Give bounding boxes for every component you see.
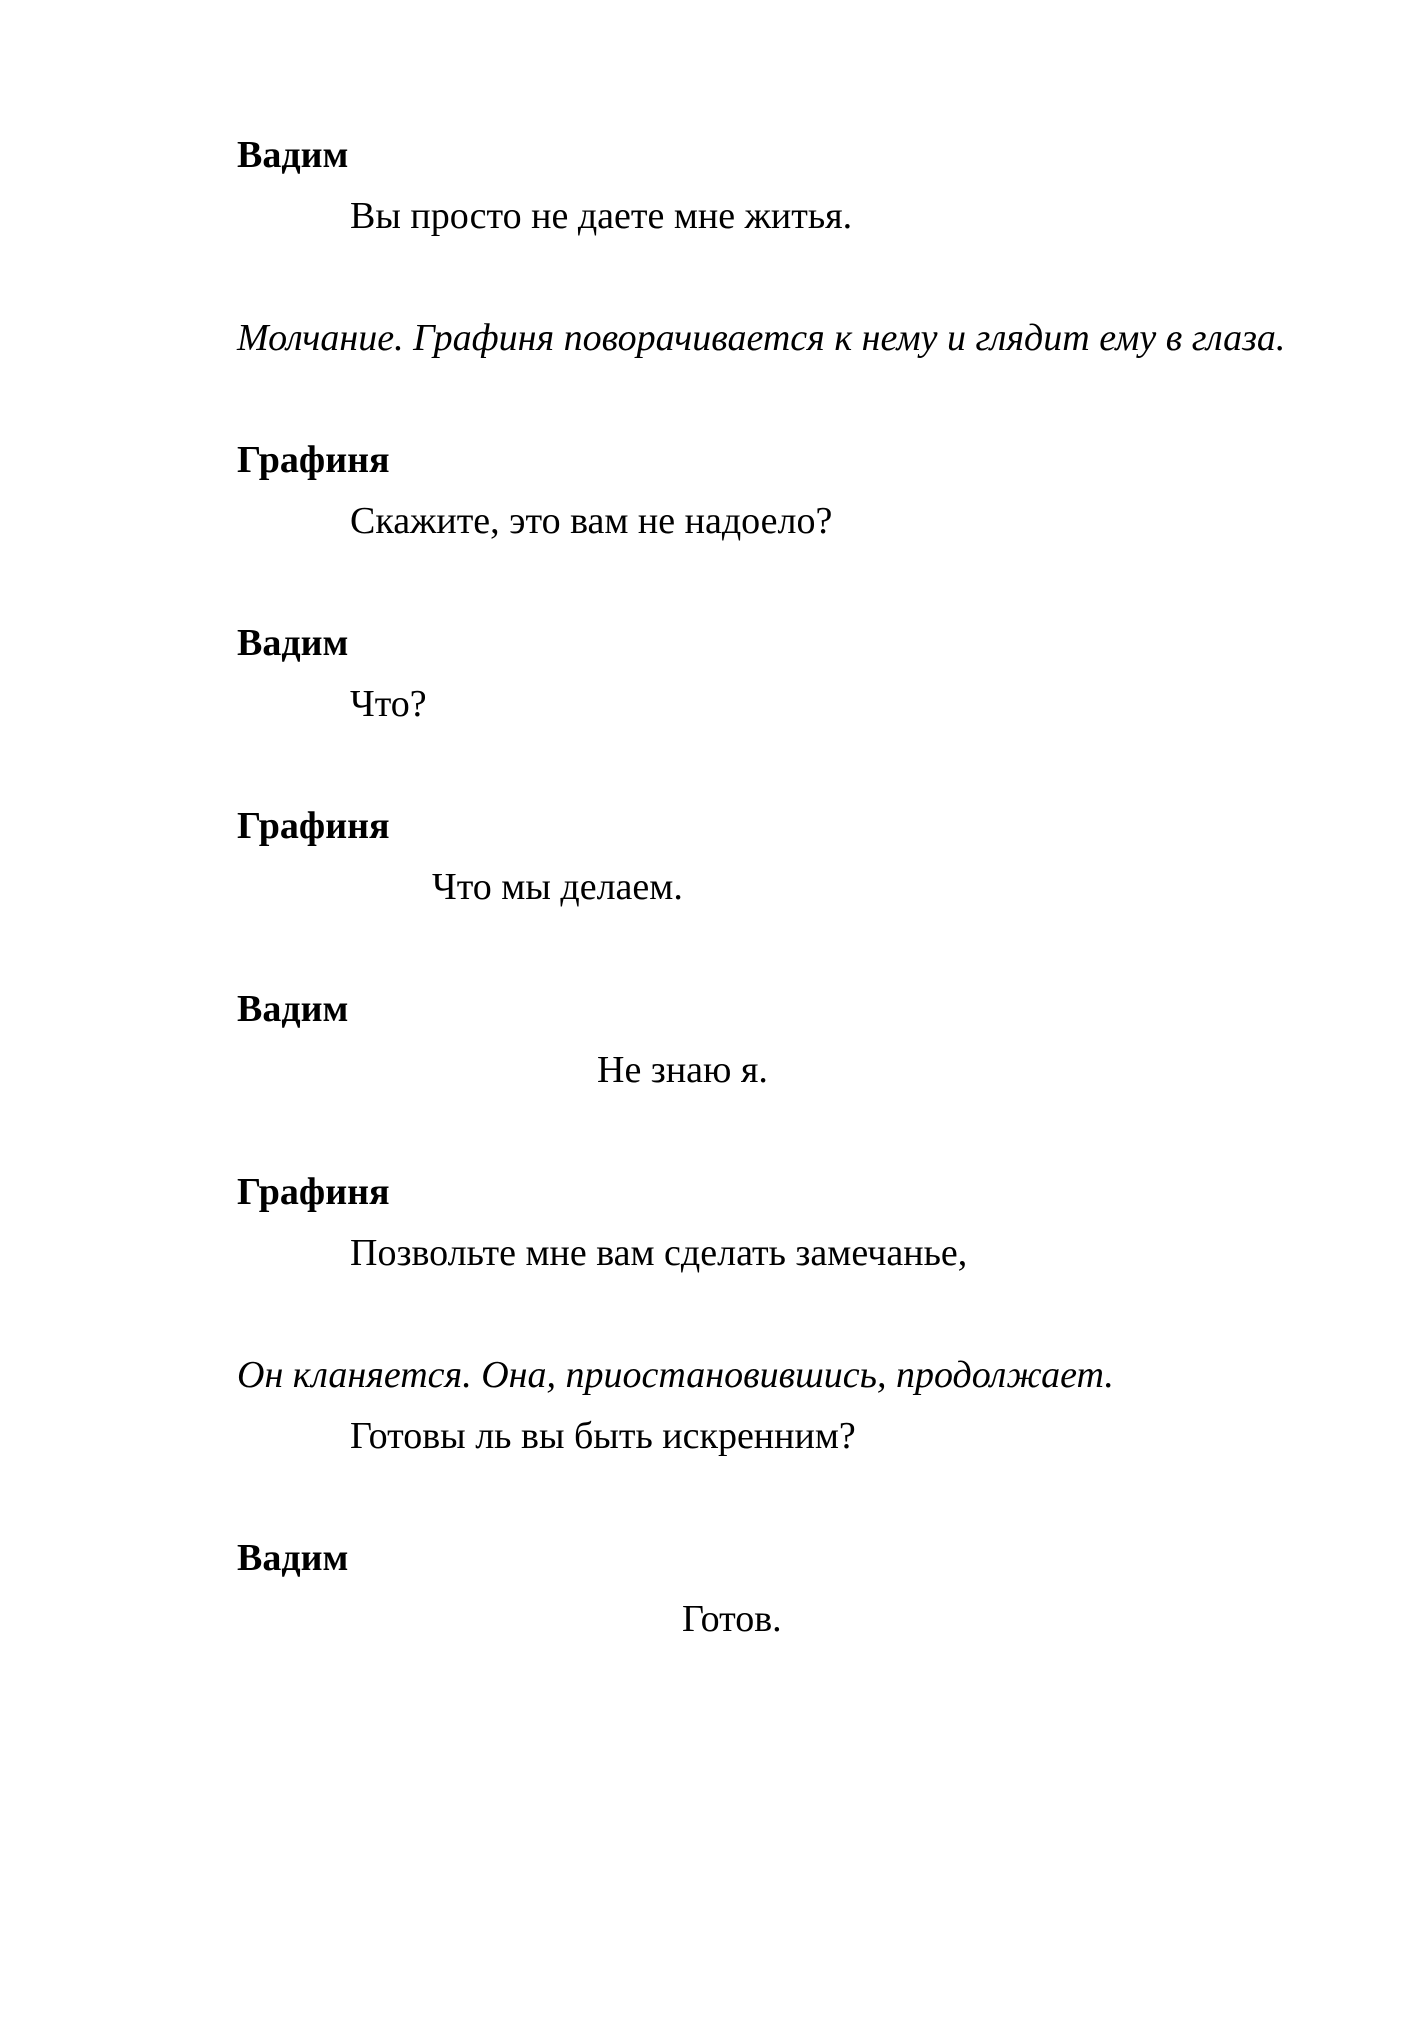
- speaker-name: Графиня: [237, 805, 390, 847]
- dialogue-line: Готов.: [682, 1598, 782, 1640]
- dialogue-line: Готовы ль вы быть искренним?: [350, 1415, 856, 1457]
- dialogue-line: Скажите, это вам не надоело?: [350, 500, 833, 542]
- speaker-name: Графиня: [237, 1171, 390, 1213]
- speaker-name: Вадим: [237, 988, 349, 1030]
- dialogue-line: Не знаю я.: [597, 1049, 768, 1091]
- dialogue-line: Позвольте мне вам сделать замечанье,: [350, 1232, 968, 1274]
- speaker-name: Вадим: [237, 622, 349, 664]
- speaker-name: Вадим: [237, 1537, 349, 1579]
- stage-direction: Он кланяется. Она, приостановившись, продолжает.: [237, 1354, 1114, 1396]
- dialogue-line: Вы просто не даете мне житья.: [350, 195, 853, 237]
- speaker-name: Вадим: [237, 134, 349, 176]
- dialogue-line: Что?: [350, 683, 427, 725]
- dialogue-line: Что мы делаем.: [432, 866, 683, 908]
- stage-direction: Молчание. Графиня поворачивается к нему и глядит ему в глаза.: [237, 317, 1286, 359]
- speaker-name: Графиня: [237, 439, 390, 481]
